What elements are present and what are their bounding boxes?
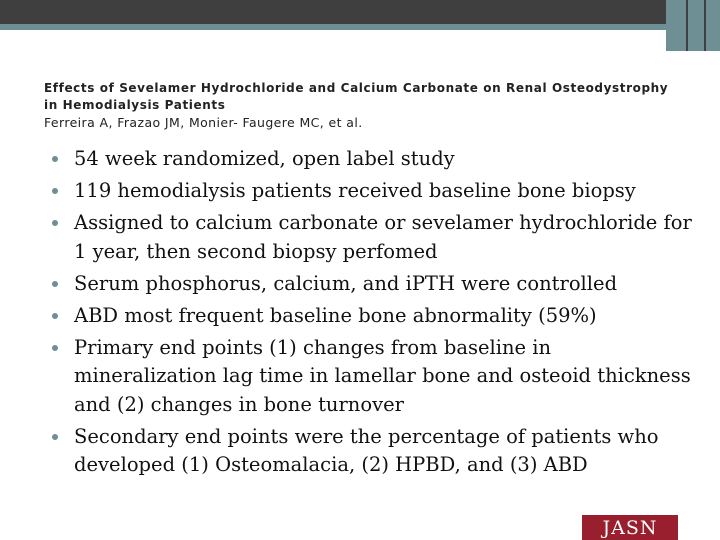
bullet-icon [52, 220, 58, 226]
bullet-item [52, 145, 692, 174]
bullet-icon [52, 434, 58, 440]
corner-stripe [686, 0, 688, 51]
bullet-text: Secondary end points were the percentage of patients who developed (1) Osteomalacia, (2) HPBD, and (3) ABD [74, 424, 659, 476]
bullet-item [52, 423, 692, 480]
bullet-icon [52, 188, 58, 194]
bullet-text: Serum phosphorus, calcium, and iPTH were controlled [74, 271, 618, 295]
bullet-item [52, 177, 692, 206]
top-bar [0, 0, 720, 24]
bullet-item [52, 334, 692, 420]
jasn-logo: JASN [582, 515, 678, 540]
bullet-item [52, 209, 692, 266]
bullet-icon [52, 345, 58, 351]
article-title: Effects of Sevelamer Hydrochloride and Calcium Carbonate on Renal Osteodystrophy in Hemodialysis Patients [44, 81, 669, 112]
bullet-icon [52, 156, 58, 162]
bullet-text: ABD most frequent baseline bone abnormality (59%) [74, 303, 597, 327]
slide-header [44, 80, 684, 131]
bullet-icon [52, 313, 58, 319]
corner-decoration [666, 0, 720, 51]
bullet-text: 54 week randomized, open label study [74, 147, 455, 170]
corner-stripe [704, 0, 706, 51]
bullet-item [52, 270, 692, 299]
bullet-text: Primary end points (1) changes from baseline in mineralization lag time in lamellar bone and osteoid thickness and (2) changes in bone turnover [74, 335, 691, 416]
top-accent-bar [0, 24, 720, 30]
bullet-text: 119 hemodialysis patients received baseline bone biopsy [74, 179, 636, 202]
article-authors: Ferreira A, Frazao JM, Monier- Faugere MC, et al. [44, 115, 363, 130]
bullet-list [52, 145, 692, 483]
bullet-text: Assigned to calcium carbonate or sevelamer hydrochloride for 1 year, then second biopsy perfomed [74, 211, 692, 263]
bullet-icon [52, 281, 58, 287]
bullet-item [52, 302, 692, 331]
